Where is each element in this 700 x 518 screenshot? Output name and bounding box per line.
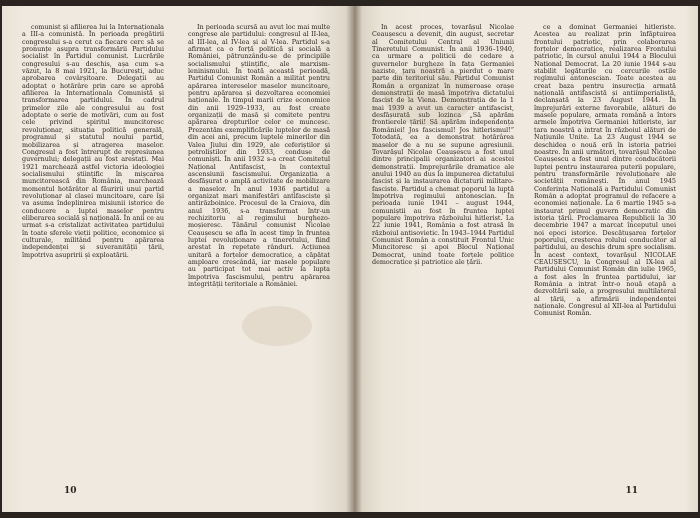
left-page-column-2 bbox=[188, 24, 330, 486]
page-number-right: 11 bbox=[625, 486, 638, 496]
right-page-column-1 bbox=[372, 24, 514, 486]
right-col2-text: ce a dominat Germaniei hitleriste. Acestea au realizat prin înfăptuirea frontului patriotic, prin colaborarea forțelor democratice, realizarea Frontului patriotic, în cursul anului 1944 a Blocului Național Democrat. La 20 iunie 1944 s-au stabilit legăturile cu cercurile ostile regimului antonescian. Toate acestea au creat baza pentru insurecția armată națională antifascistă și antiimperialistă, declanșată la 23 August 1944. În împrejurări externe favorabile, alături de masele populare, armata română a întors armele împotriva Germaniei hitleriste, iar țara noastră a intrat în războiul alături de Națiunile Unite. La 23 August 1944 se deschidea o nouă eră în istoria patriei noastre. În anii următori, tovarășul Nicolae Ceaușescu a fost unul dintre conducătorii luptei pentru instaurarea puterii populare, pentru transformările revoluționare ale societății românești. În anul 1945 Conferința Națională a Partidului Comunist Român a adoptat programul de refacere a economiei naționale. La 6 martie 1945 s-a instaurat primul guvern democratic din istoria țării. Proclamarea Republicii la 30 decembrie 1947 a marcat începutul unei noi epoci istorice. Descătușarea forțelor poporului, creșterea rolului conducător al partidului, au deschis drum spre socialism. În acest context, tovarășul NICOLAE CEAUȘESCU, la Congresul al IX-lea al Partidului Comunist Român din iulie 1965, a fost ales în fruntea partidului, iar România a intrat într-o nouă etapă a dezvoltării sale, a progresului multilateral al țării, a afirmării independenței naționale. Congresul al XII-lea al Partidului Comunist Român. bbox=[534, 24, 676, 318]
right-page bbox=[354, 6, 698, 512]
right-page-column-2 bbox=[534, 24, 676, 486]
left-col2-text: În perioada scursă au avut loc mai multe congrese ale partidului: congresul al II-lea, al III-lea, al IV-lea și al V-lea. Partidul s-a afirmat ca o forță politică și socială a României, pătrunzându-se de principiile socialismului științific, ale marxism-leninismului. În toată această perioadă, Partidul Comunist Român a militat pentru apărarea intereselor maselor muncitoare, pentru apărarea și dezvoltarea economiei naționale. În timpul marii crize economice din anii 1929–1933, au fost create organizații de masă și comitete pentru apărarea drepturilor celor ce muncesc. Prezentăm exemplificările luptelor de masă din acei ani, precum luptele minerilor din Valea Jiului din 1929, ale ceferiștilor și petroliștilor din 1933, conduse de comuniști. În anii 1932 s-a creat Comitetul Național Antifascist, în contextul ascensiunii fascismului. Organizația a desfășurat o amplă activitate de mobilizare a maselor. În anul 1936 partidul a organizat mari manifestări antifasciste și antirăzboinice. Procesul de la Craiova, din anul 1936, s-a transformat într-un rechizitoriu al regimului burghezo-moșieresc. Tânărul comunist Nicolae Ceaușescu se afla în acest timp în fruntea luptei revoluționare a tineretului, fiind arestat în repetate rânduri. Acțiunea unitară a forțelor democratice, a căpătat amploare crescândă, iar masele populare au participat tot mai activ la lupta împotriva fascismului, pentru apărarea integrității teritoriale a României. bbox=[188, 24, 330, 289]
left-col1-text: comunist și afilierea lui la Internaționala a III-a comunistă. În perioada pregătirii congresului s-a cerut ca fiecare cerc să se pronunțe asupra transformării Partidului socialist în Partidul comunist. Lucrările congresului s-au deschis, așa cum s-a văzut, la 8 mai 1921, la București, aduc aprobarea covârșitoare. Delegații au adoptat o hotărâre prin care se aprobă afilierea la Internaționala Comunistă și transformarea partidului. În cadrul primelor zile ale congresului au fost adoptate o serie de motivări, cum au fost cele privind spiritul muncitoresc revoluționar, situația politică generală, programul și statutul noului partid, mobilizarea și atragerea maselor. Congresul a fost întrerupt de represiunea guvernului; delegații au fost arestați. Mai 1921 marchează astfel victoria ideologiei socialismului științific în mișcarea muncitorească din România, marchează momentul hotărâtor al făuririi unui partid revoluționar al clasei muncitoare, care își va asuma îndeplinirea misiunii istorice de conducere a luptei maselor pentru eliberarea socială și națională. În anii ce au urmat s-a cristalizat activitatea partidului în toate sferele vieții politice, economice și culturale, militând pentru apărarea independenței și suveranității țării, împotriva asupririi și exploatării. bbox=[22, 24, 164, 259]
page-number-left: 10 bbox=[64, 486, 77, 496]
left-page bbox=[2, 6, 354, 512]
right-col1-text: În acest proces, tovarășul Nicolae Ceaușescu a devenit, din august, secretar al Comitetului Central al Uniunii Tineretului Comunist. În anii 1936–1940, ca urmare a politicii de cedare a guvernelor burgheze în fața Germaniei naziste, țara noastră a pierdut o mare parte din teritoriul său. Partidul Comunist Român a organizat în numeroase orașe demonstrații de masă împotriva dictatului fascist de la Viena. Demonstrația de la 1 mai 1939 a avut un caracter antifascist, desfășurată sub lozinca „Să apărăm frontierele țării! Să apărăm independența României! Jos fascismul! Jos hitlerismul!” Totodată, ea a demonstrat hotărârea maselor de a nu se supune agresiunii. Tovarășul Nicolae Ceaușescu a fost unul dintre principalii organizatori ai acestei demonstrații. Imprejurările dramatice ale anului 1940 au dus la impunerea dictatului fascist și la instaurarea dictaturii militaro-fasciste. Partidul a chemat poporul la luptă împotriva regimului antonescian. În perioada iunie 1941 – august 1944, comuniștii au fost în fruntea luptei populare împotriva războiului hitlerist. La 22 iunie 1941, România a fost atrasă în războiul antisovietic. În 1943–1944 Partidul Comunist Român a constituit Frontul Unic Muncitoresc și apoi Blocul Național Democrat, unind toate forțele politice democratice și patriotice ale țării. bbox=[372, 24, 514, 266]
left-page-column-1 bbox=[22, 24, 164, 486]
